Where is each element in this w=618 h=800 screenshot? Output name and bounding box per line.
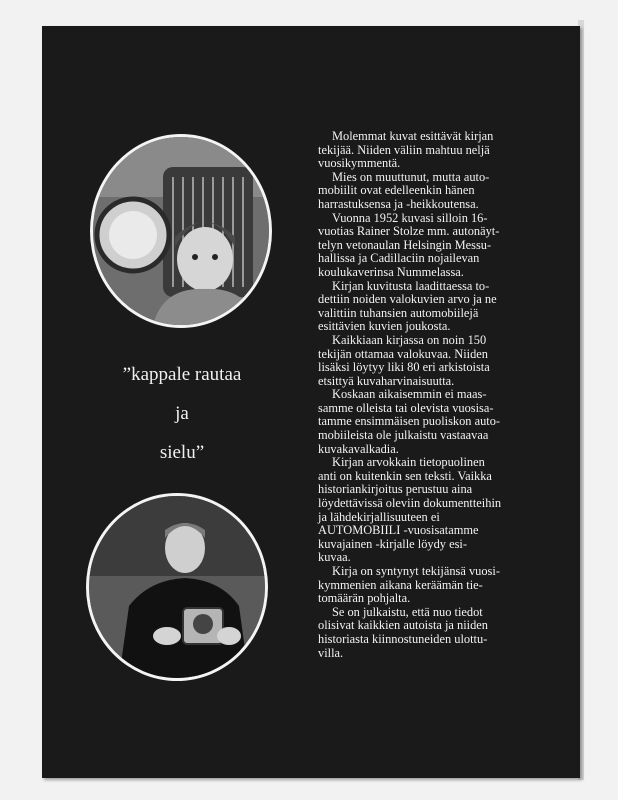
text-line: Koskaan aikaisemmin ei maas-	[332, 387, 487, 402]
text-line: kuvakavalkadia.	[318, 441, 399, 456]
text-line: telyn vetonaulan Helsingin Messu-	[318, 237, 492, 252]
text-line: Se on julkaistu, että nuo tiedot	[332, 604, 483, 619]
text-line: valittiin tuhansien automobiilejä	[318, 305, 479, 320]
text-line: esittävien kuvien joukosta.	[318, 319, 451, 334]
text-line: koulukaverinsa Nummelassa.	[318, 264, 464, 279]
text-line: Molemmat kuvat esittävät kirjan	[332, 129, 494, 143]
text-line: anti on kuitenkin sen teksti. Vaikka	[318, 468, 492, 483]
back-cover-text	[318, 130, 570, 660]
text-line: olisivat kaikkien autoista ja niiden	[318, 618, 488, 633]
text-line: tamme ensimmäisen puoliskon auto-	[318, 414, 501, 429]
text-line: harrastuksensa ja -heikkoutensa.	[318, 196, 479, 211]
text-line: vuosikymmentä.	[318, 156, 401, 171]
text-line: villa.	[318, 645, 344, 660]
text-line: kuvaa.	[318, 550, 351, 565]
text-line: Vuonna 1952 kuvasi silloin 16-	[332, 210, 488, 225]
text-line: historiasta kiinnostuneiden ulottu-	[318, 631, 488, 646]
book-back-cover	[42, 26, 580, 778]
text-line: mobiilit ovat edelleenkin hänen	[318, 183, 475, 198]
text-line: samme olleista tai olevista vuosisa-	[318, 400, 494, 415]
text-paragraph	[318, 334, 570, 388]
text-paragraph	[318, 130, 570, 171]
text-line: Mies on muuttunut, mutta auto-	[332, 169, 490, 184]
text-line: Kirjan arvokkain tietopuolinen	[332, 455, 485, 470]
text-line: ja lähdekirjallisuuteen ei	[318, 509, 440, 524]
text-line: tekijää. Niiden väliin mahtuu neljä	[318, 142, 490, 157]
photo-man-with-camera-image	[89, 496, 265, 678]
text-line: vuotias Rainer Stolze mm. autonäyt-	[318, 224, 500, 239]
text-line: etsittyä kuvaharvinaisuutta.	[318, 373, 455, 388]
text-paragraph	[318, 280, 570, 334]
text-line: Kirjan kuvitusta laadittaessa to-	[332, 278, 490, 293]
text-line: AUTOMOBIILI -vuosisatamme	[318, 523, 479, 538]
text-line: tekijän ottamaa valokuvaa. Niiden	[318, 346, 488, 361]
photo-child-with-car-image	[93, 137, 269, 325]
photo-man-with-camera	[86, 493, 268, 681]
text-paragraph	[318, 606, 570, 660]
text-line: historiankirjoitus perustuu aina	[318, 482, 473, 497]
text-paragraph	[318, 456, 570, 565]
text-paragraph	[318, 388, 570, 456]
text-paragraph	[318, 212, 570, 280]
photo-child-with-car	[90, 134, 272, 328]
text-line: löydettävissä oleviin dokumentteihin	[318, 496, 502, 511]
text-line: hallissa ja Cadillaciin nojailevan	[318, 251, 480, 266]
text-line: dettiin noiden valokuvien arvo ja ne	[318, 292, 497, 307]
text-line: lisäksi löytyy liki 80 eri arkistoista	[318, 360, 490, 375]
quote-line-3: sielu”	[159, 442, 205, 463]
quote-line-2: ja	[175, 403, 189, 424]
text-line: Kirja on syntynyt tekijänsä vuosi-	[332, 564, 500, 578]
text-line: kuvajainen -kirjalle löydy esi-	[318, 536, 467, 551]
text-line: Kaikkiaan kirjassa on noin 150	[332, 332, 487, 347]
text-line: tomäärän pohjalta.	[318, 591, 411, 606]
text-line: kymmenien aikana keräämän tie-	[318, 577, 483, 592]
text-paragraph	[318, 565, 570, 606]
text-paragraph	[318, 171, 570, 212]
text-line: mobiileista ole julkaistu vastaavaa	[318, 428, 489, 443]
quote-line-1: ”kappale rautaa	[122, 364, 242, 385]
